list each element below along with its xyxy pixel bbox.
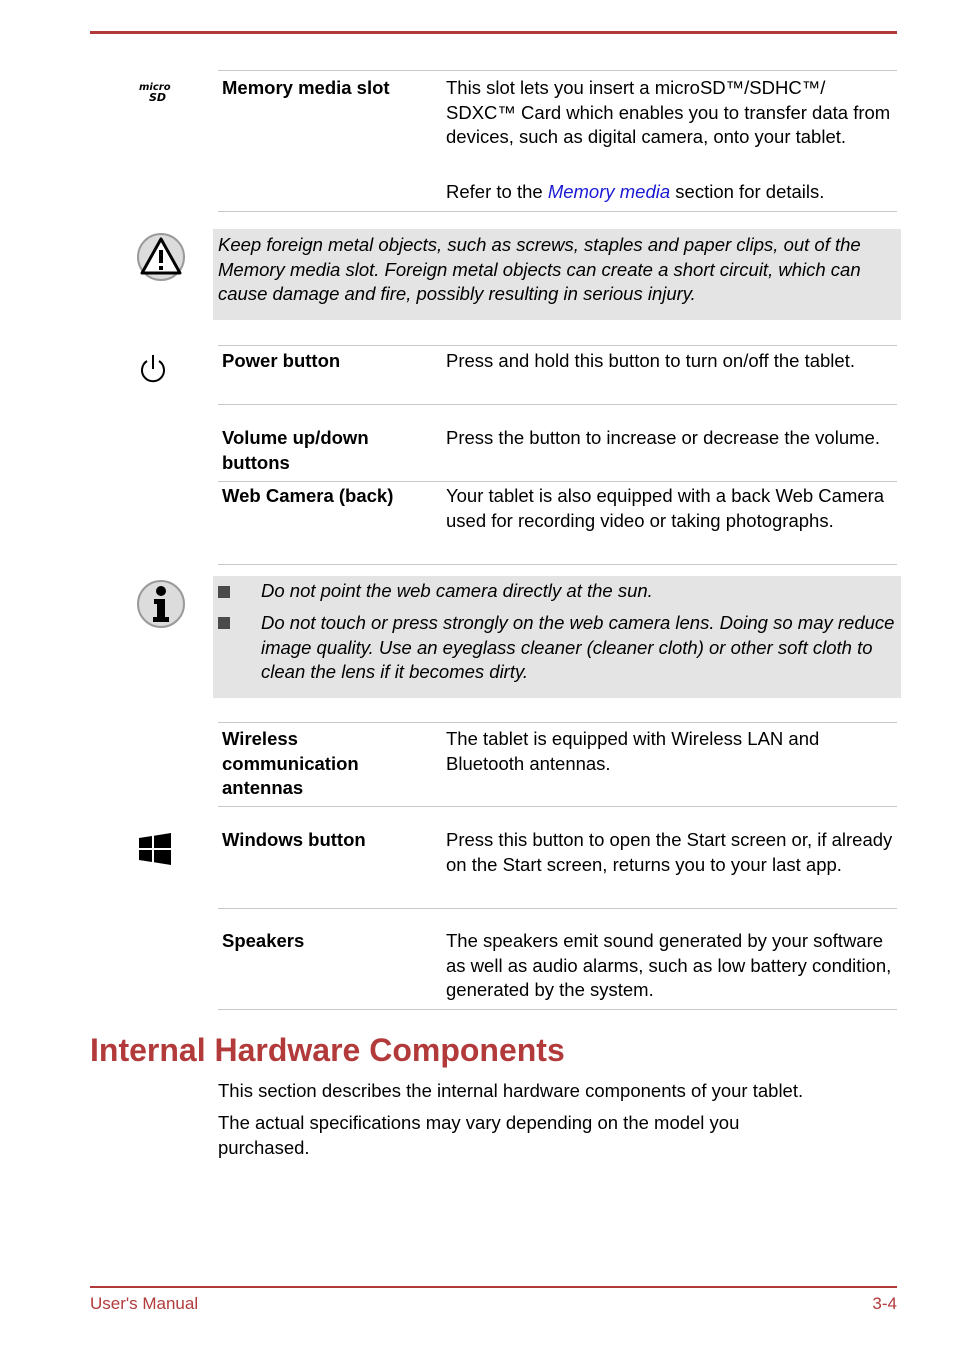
warning-icon bbox=[136, 232, 186, 282]
info-bullet-2: Do not touch or press strongly on the web camera lens. Doing so may reduce image quality. Use an eyeglass cleaner (cleaner cloth) or other soft cloth to clean the lens if it becomes dirty. bbox=[261, 612, 895, 682]
table-divider bbox=[218, 481, 897, 482]
table-divider bbox=[218, 345, 897, 346]
warning-text: Keep foreign metal objects, such as screws, staples and paper clips, out of the Memory media slot. Foreign metal objects can create a short circuit, which can cause damage and fire, possibly resulting in serious injury. bbox=[218, 234, 861, 304]
svg-text:micro: micro bbox=[139, 82, 171, 93]
web-camera-term: Web Camera (back) bbox=[222, 485, 394, 506]
table-divider bbox=[218, 1009, 897, 1010]
warning-note bbox=[213, 229, 901, 320]
bullet bbox=[218, 617, 230, 629]
table-divider bbox=[218, 404, 897, 405]
table-divider bbox=[218, 908, 897, 909]
speakers-desc: The speakers emit sound generated by your software as well as audio alarms, such as low battery condition, generated by the system. bbox=[446, 930, 892, 1000]
memory-slot-desc: This slot lets you insert a microSD™/SDHC™/ SDXC™ Card which enables you to transfer data from devices, such as digital camera, onto your tablet. bbox=[446, 77, 891, 147]
footer-rule bbox=[90, 1286, 897, 1288]
footer-title: User's Manual bbox=[90, 1294, 199, 1313]
memory-slot-term: Memory media slot bbox=[222, 77, 390, 98]
windows-icon bbox=[139, 833, 173, 865]
windows-button-desc: Press this button to open the Start screen or, if already on the Start screen, returns you to your last app. bbox=[446, 829, 893, 875]
power-button-desc: Press and hold this button to turn on/off the tablet. bbox=[446, 350, 855, 371]
memory-media-link[interactable]: Memory media bbox=[547, 181, 671, 202]
volume-buttons-term: Volume up/down buttons bbox=[222, 427, 369, 473]
page-number: 3-4 bbox=[872, 1294, 897, 1313]
svg-text:SD: SD bbox=[149, 91, 167, 104]
table-divider bbox=[218, 211, 897, 212]
power-button-term: Power button bbox=[222, 350, 341, 371]
table-divider bbox=[218, 806, 897, 807]
speakers-term: Speakers bbox=[222, 930, 305, 951]
microsd-icon bbox=[138, 80, 178, 104]
power-icon bbox=[138, 353, 168, 385]
windows-button-term: Windows button bbox=[222, 829, 366, 850]
section-title: Internal Hardware Components bbox=[90, 1032, 565, 1068]
section-para-1: This section describes the internal hardware components of your tablet. bbox=[218, 1080, 804, 1101]
bullet bbox=[218, 586, 230, 598]
table-divider bbox=[218, 70, 897, 71]
memory-slot-refer: Refer to the Memory media section for details. bbox=[446, 181, 825, 202]
web-camera-desc: Your tablet is also equipped with a back Web Camera used for recording video or taking photographs. bbox=[446, 485, 885, 531]
section-para-2: The actual specifications may vary depending on the model you purchased. bbox=[218, 1112, 740, 1158]
wireless-desc: The tablet is equipped with Wireless LAN and Bluetooth antennas. bbox=[446, 728, 820, 774]
table-divider bbox=[218, 564, 897, 565]
wireless-term: Wireless communication antennas bbox=[222, 728, 359, 798]
table-divider bbox=[218, 722, 897, 723]
info-bullet-1: Do not point the web camera directly at the sun. bbox=[261, 580, 653, 601]
info-icon bbox=[136, 579, 186, 629]
volume-buttons-desc: Press the button to increase or decrease the volume. bbox=[446, 427, 880, 448]
header-rule bbox=[90, 31, 897, 34]
